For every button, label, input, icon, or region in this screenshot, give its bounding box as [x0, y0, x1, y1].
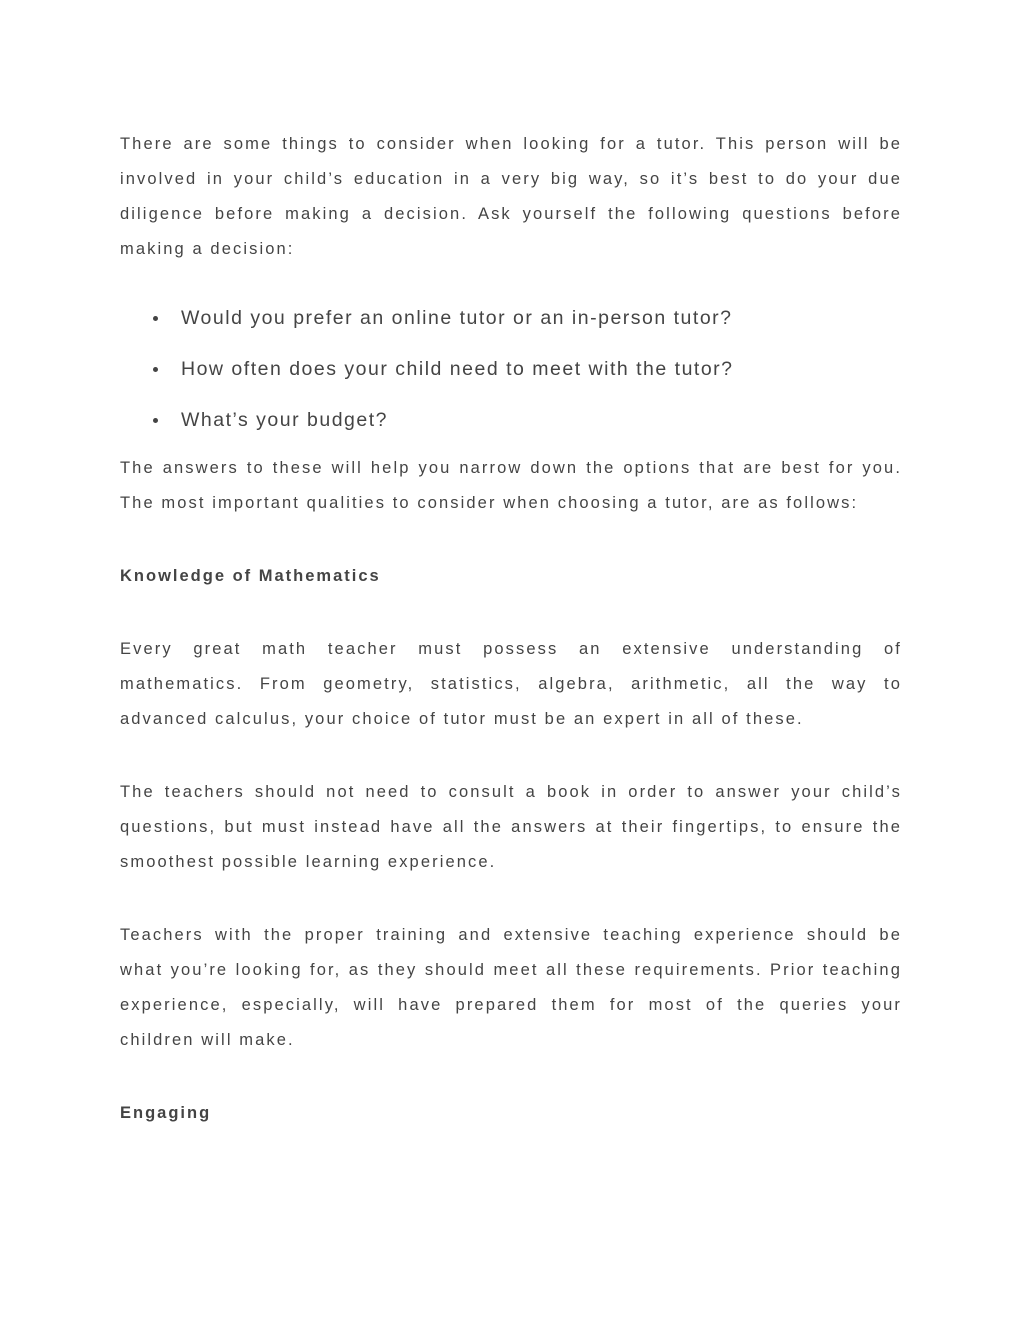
bullet-icon	[153, 367, 158, 372]
answers-paragraph: The answers to these will help you narrow down the options that are best for you. The most important qualities to consider when choosing a tutor, are as follows:	[120, 459, 902, 512]
section-paragraph: The teachers should not need to consult a book in order to answer your child’s questions, but must instead have all the answers at their fingertips, to ensure the smoothest possible learning experience.	[120, 783, 902, 871]
list-item	[120, 406, 902, 434]
section-heading-knowledge: Knowledge of Mathematics	[120, 567, 381, 585]
section-paragraph: Every great math teacher must possess an extensive understanding of mathematics. From geometry, statistics, algebra, arithmetic, all the way to advanced calculus, your choice of tutor must be an expert in all of these.	[120, 640, 902, 728]
question-text: How often does your child need to meet with the tutor?	[181, 358, 734, 380]
intro-paragraph: There are some things to consider when looking for a tutor. This person will be involved in your child’s education in a very big way, so it’s best to do your due diligence before making a decision. Ask yourself the following questions before making a decision:	[120, 135, 902, 258]
section-heading-engaging: Engaging	[120, 1104, 212, 1122]
questions-list	[120, 304, 902, 434]
section-paragraph: Teachers with the proper training and extensive teaching experience should be what you’re looking for, as they should meet all these requirements. Prior teaching experience, especially, will have prepared them for most of the queries your children will make.	[120, 926, 902, 1049]
list-item	[120, 355, 902, 383]
bullet-icon	[153, 316, 158, 321]
question-text: Would you prefer an online tutor or an in-person tutor?	[181, 307, 733, 329]
bullet-icon	[153, 418, 158, 423]
document-page	[120, 127, 902, 1131]
list-item	[120, 304, 902, 332]
question-text: What’s your budget?	[181, 409, 388, 431]
